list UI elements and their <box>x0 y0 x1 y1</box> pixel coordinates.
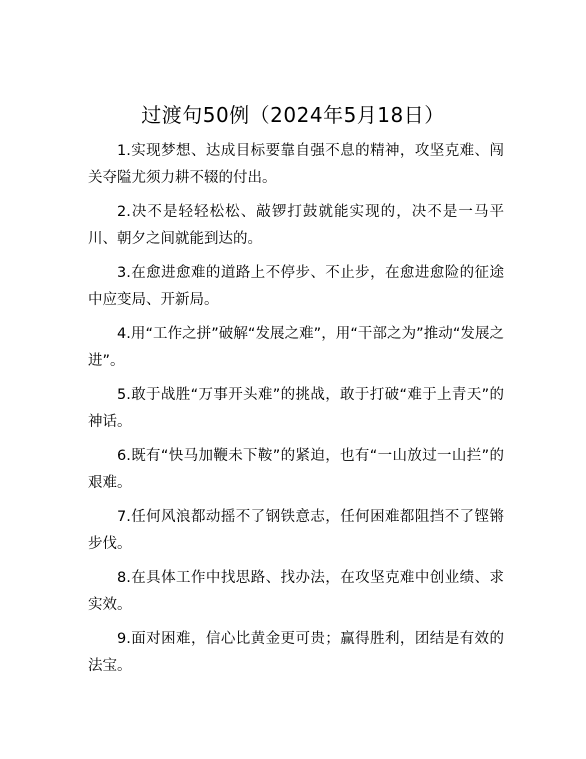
list-item: 5.敢于战胜“万事开头难”的挑战，敢于打破“难于上青天”的神话。 <box>88 387 504 430</box>
document-title: 过渡句50例（2024年5月18日） <box>141 103 445 127</box>
list-item: 9.面对困难，信心比黄金更可贵；赢得胜利，团结是有效的法宝。 <box>88 631 504 674</box>
document-body <box>88 138 504 687</box>
list-item: 7.任何风浪都动摇不了钢铁意志，任何困难都阻挡不了铿锵步伐。 <box>88 509 504 552</box>
list-item: 1.实现梦想、达成目标要靠自强不息的精神，攻坚克难、闯关夺隘尤须力耕不辍的付出。 <box>88 143 504 186</box>
list-item: 3.在愈进愈难的道路上不停步、不止步，在愈进愈险的征途中应变局、开新局。 <box>88 265 504 308</box>
list-item: 6.既有“快马加鞭未下鞍”的紧迫，也有“一山放过一山拦”的艰难。 <box>88 448 504 491</box>
list-item: 2.决不是轻轻松松、敲锣打鼓就能实现的，决不是一马平川、朝夕之间就能到达的。 <box>88 204 504 247</box>
list-item: 4.用“工作之拼”破解“发展之难”，用“干部之为”推动“发展之进”。 <box>88 326 504 369</box>
list-item: 8.在具体工作中找思路、找办法，在攻坚克难中创业绩、求实效。 <box>88 570 504 613</box>
